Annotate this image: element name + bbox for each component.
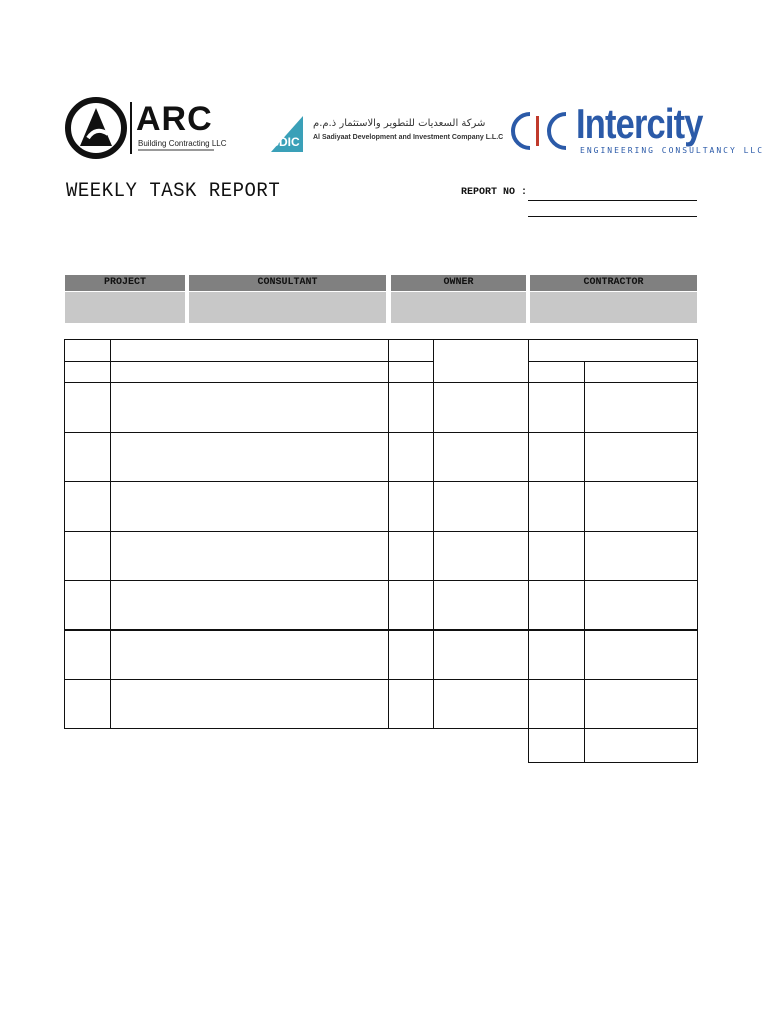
task-table-lines bbox=[64, 339, 698, 763]
contractor-block bbox=[530, 275, 697, 323]
arc-logo bbox=[64, 96, 227, 160]
project-block bbox=[65, 275, 185, 323]
report-no-field-line-1[interactable] bbox=[528, 200, 697, 201]
intercity-logo bbox=[508, 100, 765, 160]
sdic-emblem-icon bbox=[265, 112, 309, 158]
intercity-logo-subtitle: ENGINEERING CONSULTANCY LLC bbox=[580, 146, 765, 155]
owner-field[interactable] bbox=[391, 292, 526, 323]
consultant-field[interactable] bbox=[189, 292, 386, 323]
sdic-mark: SDIC bbox=[271, 135, 300, 149]
report-no-label: REPORT NO : bbox=[461, 187, 528, 198]
arc-divider bbox=[130, 102, 132, 154]
cic-mark: CIC bbox=[508, 106, 510, 107]
consultant-header: CONSULTANT bbox=[189, 275, 386, 291]
task-table bbox=[64, 339, 698, 763]
consultant-block bbox=[189, 275, 386, 323]
sdic-logo bbox=[265, 112, 504, 158]
arc-logo-name: ARC bbox=[136, 100, 213, 138]
arc-logo-fineprint bbox=[138, 149, 214, 151]
contractor-header: CONTRACTOR bbox=[530, 275, 697, 291]
arc-logo-subtitle: Building Contracting LLC bbox=[138, 139, 227, 148]
project-field[interactable] bbox=[65, 292, 185, 323]
project-header: PROJECT bbox=[65, 275, 185, 291]
report-no-field-line-2[interactable] bbox=[528, 216, 697, 217]
sdic-arabic-name: شركة السعديات للتطوير والاستثمار ذ.م.م bbox=[313, 118, 486, 129]
intercity-logo-name: Intercity bbox=[576, 100, 703, 147]
sdic-english-name: Al Sadiyaat Development and Investment Company L.L.C bbox=[313, 134, 504, 141]
page-title: WEEKLY TASK REPORT bbox=[66, 179, 281, 203]
table-border bbox=[65, 340, 698, 729]
cic-emblem-icon bbox=[508, 106, 574, 156]
contractor-field[interactable] bbox=[530, 292, 697, 323]
owner-header: OWNER bbox=[391, 275, 526, 291]
owner-block bbox=[391, 275, 526, 323]
arc-emblem-icon bbox=[64, 96, 128, 160]
